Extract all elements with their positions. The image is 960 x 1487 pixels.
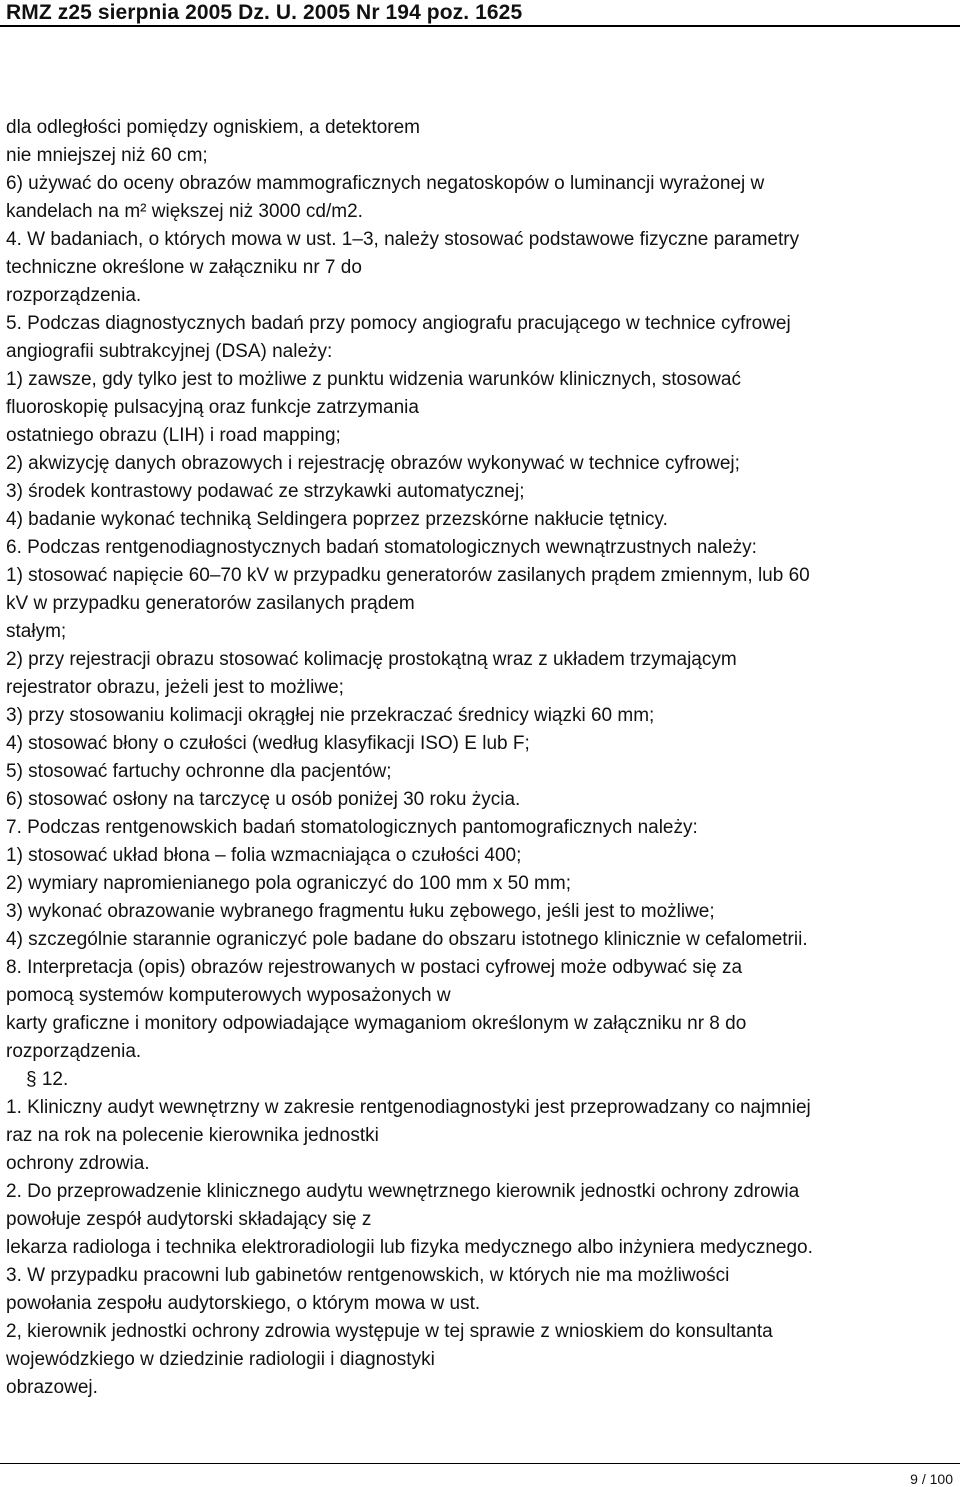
- page-header: [0, 0, 960, 30]
- text-line: lekarza radiologa i technika elektroradiologii lub fizyka medycznego albo inżyniera medycznego.: [6, 1237, 813, 1258]
- section-heading: § 12.: [26, 1069, 69, 1090]
- text-line: ostatniego obrazu (LIH) i road mapping;: [6, 425, 341, 446]
- text-line: 2) akwizycję danych obrazowych i rejestrację obrazów wykonywać w technice cyfrowej;: [6, 453, 740, 474]
- text-line: kandelach na m² większej niż 3000 cd/m2.: [6, 201, 363, 222]
- header-divider: [0, 25, 960, 27]
- text-line: 2) wymiary napromienianego pola ograniczyć do 100 mm x 50 mm;: [6, 873, 571, 894]
- text-line: raz na rok na polecenie kierownika jednostki: [6, 1125, 379, 1146]
- text-line: rejestrator obrazu, jeżeli jest to możliwe;: [6, 677, 344, 698]
- text-line: pomocą systemów komputerowych wyposażonych w: [6, 985, 451, 1006]
- text-line: powołania zespołu audytorskiego, o którym mowa w ust.: [6, 1293, 481, 1314]
- document-title: RMZ z25 sierpnia 2005 Dz. U. 2005 Nr 194 poz. 1625: [6, 1, 523, 24]
- text-line: techniczne określone w załączniku nr 7 do: [6, 257, 362, 278]
- text-line: powołuje zespół audytorski składający się z: [6, 1209, 372, 1230]
- text-line: 8. Interpretacja (opis) obrazów rejestrowanych w postaci cyfrowej może odbywać się za: [6, 957, 743, 978]
- text-line: 2) przy rejestracji obrazu stosować kolimację prostokątną wraz z układem trzymającym: [6, 649, 737, 670]
- page-footer: [0, 1463, 960, 1487]
- text-line: 3) wykonać obrazowanie wybranego fragmentu łuku zębowego, jeśli jest to możliwe;: [6, 901, 715, 922]
- footer-divider: [0, 1463, 960, 1464]
- text-line: rozporządzenia.: [6, 285, 142, 306]
- page-number: 9 / 100: [910, 1471, 953, 1487]
- text-line: 6. Podczas rentgenodiagnostycznych badań stomatologicznych wewnątrzustnych należy:: [6, 537, 757, 558]
- text-line: nie mniejszej niż 60 cm;: [6, 145, 208, 166]
- text-line: 5. Podczas diagnostycznych badań przy pomocy angiografu pracującego w technice cyfrowej: [6, 313, 791, 334]
- text-line: 6) stosować osłony na tarczycę u osób poniżej 30 roku życia.: [6, 789, 521, 810]
- text-line: 4) stosować błony o czułości (według klasyfikacji ISO) E lub F;: [6, 733, 530, 754]
- text-line: 4) szczególnie starannie ograniczyć pole badane do obszaru istotnego klinicznie w cefalometrii.: [6, 929, 808, 950]
- text-line: wojewódzkiego w dziedzinie radiologii i diagnostyki: [6, 1349, 435, 1370]
- text-line: 3. W przypadku pracowni lub gabinetów rentgenowskich, w których nie ma możliwości: [6, 1265, 730, 1286]
- text-line: 1. Kliniczny audyt wewnętrzny w zakresie rentgenodiagnostyki jest przeprowadzany co najmniej: [6, 1097, 811, 1118]
- text-line: 2. Do przeprowadzenie klinicznego audytu wewnętrznego kierownik jednostki ochrony zdrowia: [6, 1181, 800, 1202]
- text-line: angiografii subtrakcyjnej (DSA) należy:: [6, 341, 333, 362]
- text-line: stałym;: [6, 621, 67, 642]
- text-line: fluoroskopię pulsacyjną oraz funkcje zatrzymania: [6, 397, 419, 418]
- text-line: karty graficzne i monitory odpowiadające wymaganiom określonym w załączniku nr 8 do: [6, 1013, 747, 1034]
- text-line: 1) stosować napięcie 60–70 kV w przypadku generatorów zasilanych prądem zmiennym, lub 60: [6, 565, 810, 586]
- text-line: 3) przy stosowaniu kolimacji okrągłej nie przekraczać średnicy wiązki 60 mm;: [6, 705, 655, 726]
- text-line: ochrony zdrowia.: [6, 1153, 150, 1174]
- text-line: 4. W badaniach, o których mowa w ust. 1–3, należy stosować podstawowe fizyczne parametry: [6, 229, 800, 250]
- text-line: 1) stosować układ błona – folia wzmacniająca o czułości 400;: [6, 845, 522, 866]
- text-line: rozporządzenia.: [6, 1041, 142, 1062]
- text-line: 6) używać do oceny obrazów mammograficznych negatoskopów o luminancji wyrażonej w: [6, 173, 765, 194]
- text-line: 2, kierownik jednostki ochrony zdrowia występuje w tej sprawie z wnioskiem do konsultanta: [6, 1321, 773, 1342]
- text-line: 3) środek kontrastowy podawać ze strzykawki automatycznej;: [6, 481, 525, 502]
- text-line: 5) stosować fartuchy ochronne dla pacjentów;: [6, 761, 392, 782]
- document-body: [6, 114, 956, 1402]
- text-line: dla odległości pomiędzy ogniskiem, a detektorem: [6, 117, 420, 138]
- text-line: 7. Podczas rentgenowskich badań stomatologicznych pantomograficznych należy:: [6, 817, 698, 838]
- text-line: obrazowej.: [6, 1377, 98, 1398]
- text-line: kV w przypadku generatorów zasilanych prądem: [6, 593, 415, 614]
- text-line: 1) zawsze, gdy tylko jest to możliwe z punktu widzenia warunków klinicznych, stosować: [6, 369, 741, 390]
- text-line: 4) badanie wykonać techniką Seldingera poprzez przezskórne nakłucie tętnicy.: [6, 509, 668, 530]
